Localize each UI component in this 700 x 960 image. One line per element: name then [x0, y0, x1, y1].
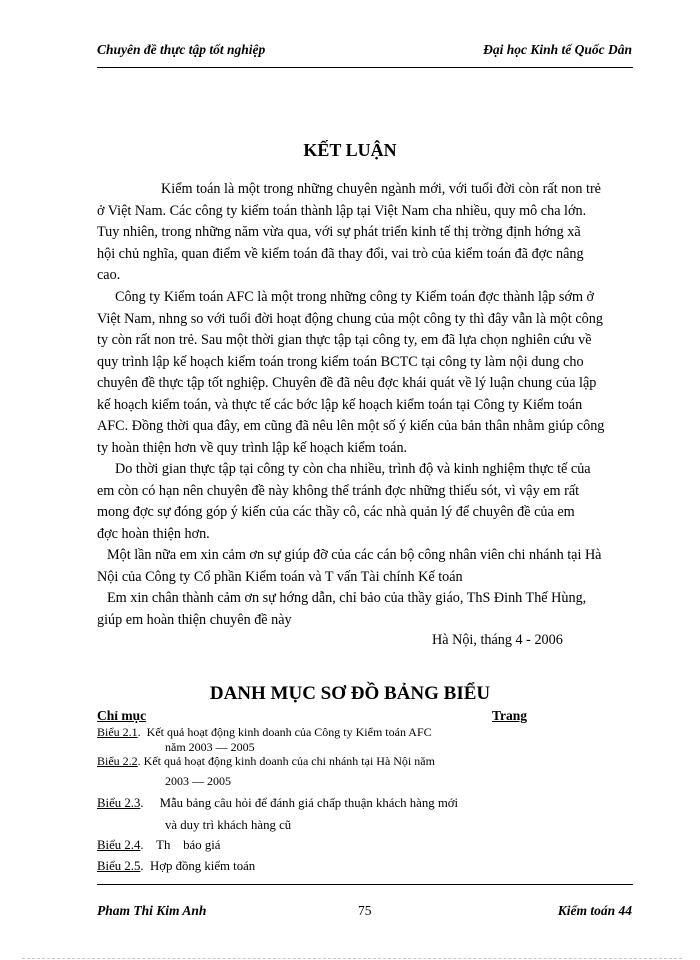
- conclusion-paragraph-2: [97, 287, 633, 459]
- toc-item-text: Kết quả hoạt động kinh doanh của chi nhánh tại Hà Nội năm: [143, 754, 435, 768]
- toc-item-text: Mẫu bảng câu hỏi để đánh giá chấp thuận khách hàng mới: [159, 796, 459, 810]
- toc-item-text: Th báo giá: [156, 838, 221, 852]
- footer-rule: [97, 884, 633, 885]
- footer-right: Kiểm toán 44: [557, 903, 632, 918]
- footer-author: Pham Thi Kim Anh: [97, 903, 207, 918]
- page-edge-dashed-line: [22, 958, 682, 959]
- text-line: Nội của Công ty Cổ phần Kiểm toán và T vấn Tài chính Kế toán: [97, 568, 463, 585]
- text-line: Em xin chân thành cảm ơn sự hớng dẫn, chỉ bảo của thầy giáo, ThS Đinh Thế Hùng,: [107, 590, 587, 606]
- toc-item-label: Biểu 2.2: [97, 754, 138, 768]
- toc-item-sep: .: [137, 725, 147, 739]
- toc-item-label: Biểu 2.1: [97, 725, 138, 739]
- text-line: ở Việt Nam. Các công ty kiểm toán thành lập tại Việt Nam cha nhiều, quy mô cha lớn.: [97, 202, 587, 219]
- text-line: em còn có hạn nên chuyên đề này không thể tránh đợc những thiếu sót, vì vậy em rất: [97, 482, 580, 499]
- toc-item-3-cont: và duy trì khách hàng cũ: [165, 818, 292, 832]
- toc-item-2: [97, 754, 435, 769]
- text-line: AFC. Đồng thời qua đây, em cũng đã nêu lên một số ý kiến của bản thân nhằm giúp công: [97, 418, 605, 434]
- text-line: cao.: [97, 267, 121, 283]
- conclusion-title: KẾT LUẬN: [303, 140, 397, 160]
- text-line: Công ty Kiểm toán AFC là một trong những công ty Kiểm toán đợc thành lập sớm ở: [115, 289, 595, 305]
- text-line: ty còn rất non trẻ. Sau một thời gian thực tập tại công ty, em đã lựa chọn nghiên cứu về: [97, 332, 592, 348]
- text-line: quy trình lập kế hoạch kiểm toán trong kiểm toán BCTC tại công ty làm nội dung cho: [97, 353, 584, 370]
- toc-item-text: Hợp đồng kiểm toán: [149, 859, 256, 873]
- text-line: Việt Nam, nhng so với tuổi đời hoạt động chung của một công ty thì đây vẫn là một công: [97, 310, 603, 327]
- text-line: mong đợc sự đóng góp ý kiến của các thầy cô, các nhà quản lý để chuyên đề của em: [97, 504, 575, 520]
- toc-item-4: [97, 838, 220, 853]
- text-line: Do thời gian thực tập tại công ty còn cha nhiều, trình độ và kinh nghiệm thực tế của: [115, 461, 591, 477]
- toc-item-5: [97, 859, 255, 874]
- toc-title: DANH MỤC SƠ ĐỒ BẢNG BIỂU: [209, 683, 491, 704]
- conclusion-paragraph-1: [97, 179, 633, 287]
- text-line: giúp em hoàn thiện chuyên đề này: [97, 611, 292, 628]
- header-rule: [97, 67, 633, 68]
- toc-item-sep: .: [140, 838, 157, 852]
- text-line: Một lần nữa em xin cảm ơn sự giúp đỡ của các cán bộ công nhân viên chi nhánh tại Hà: [107, 547, 602, 563]
- header-right: Đại học Kinh tế Quốc Dân: [483, 42, 632, 57]
- toc-item-3: [97, 796, 458, 811]
- conclusion-paragraph-4: [97, 545, 633, 588]
- toc-item-sep: .: [140, 859, 150, 873]
- toc-item-2-cont: 2003 — 2005: [165, 774, 231, 788]
- text-line: hội chủ nghĩa, quan điểm về kiểm toán đã thay đổi, vai trò của kiểm toán đã đợc nâng: [97, 245, 584, 262]
- toc-item-1: [97, 725, 432, 740]
- page-number: 75: [358, 903, 372, 918]
- text-line: đợc hoàn thiện hơn.: [97, 525, 210, 542]
- toc-column-left: Chỉ mục: [97, 708, 147, 723]
- text-line: Kiểm toán là một trong những chuyên ngành mới, với tuổi đời còn rất non trẻ: [161, 181, 601, 197]
- toc-item-label: Biểu 2.3: [97, 796, 141, 810]
- toc-item-label: Biểu 2.4: [97, 838, 141, 852]
- conclusion-paragraph-3: [97, 459, 633, 545]
- toc-item-1-cont: năm 2003 — 2005: [165, 740, 255, 754]
- text-line: ty hoàn thiện hơn về quy trình lập kế hoạch kiểm toán.: [97, 439, 408, 456]
- conclusion-paragraph-5: [97, 588, 633, 631]
- text-line: Tuy nhiên, trong những năm vừa qua, với sự phát triển kinh tế thị trờng định hớng xã: [97, 224, 581, 240]
- header-left: Chuyên đề thực tập tốt nghiệp: [97, 42, 266, 57]
- toc-item-sep: .: [137, 754, 144, 768]
- toc-item-sep: .: [140, 796, 160, 810]
- toc-item-label: Biểu 2.5: [97, 859, 141, 873]
- text-line: chuyên đề thực tập tốt nghiệp. Chuyên đề đã nêu đợc khái quát về lý luận chung của lập: [97, 375, 597, 391]
- toc-column-right: Trang: [492, 708, 528, 723]
- text-line: kế hoạch kiểm toán, và thực tế các bớc lập kế hoạch kiểm toán tại Công ty Kiểm toán: [97, 396, 583, 413]
- toc-item-text: Kết quả hoạt động kinh doanh của Công ty Kiểm toán AFC: [146, 725, 432, 739]
- signature-date: Hà Nội, tháng 4 - 2006: [432, 632, 563, 648]
